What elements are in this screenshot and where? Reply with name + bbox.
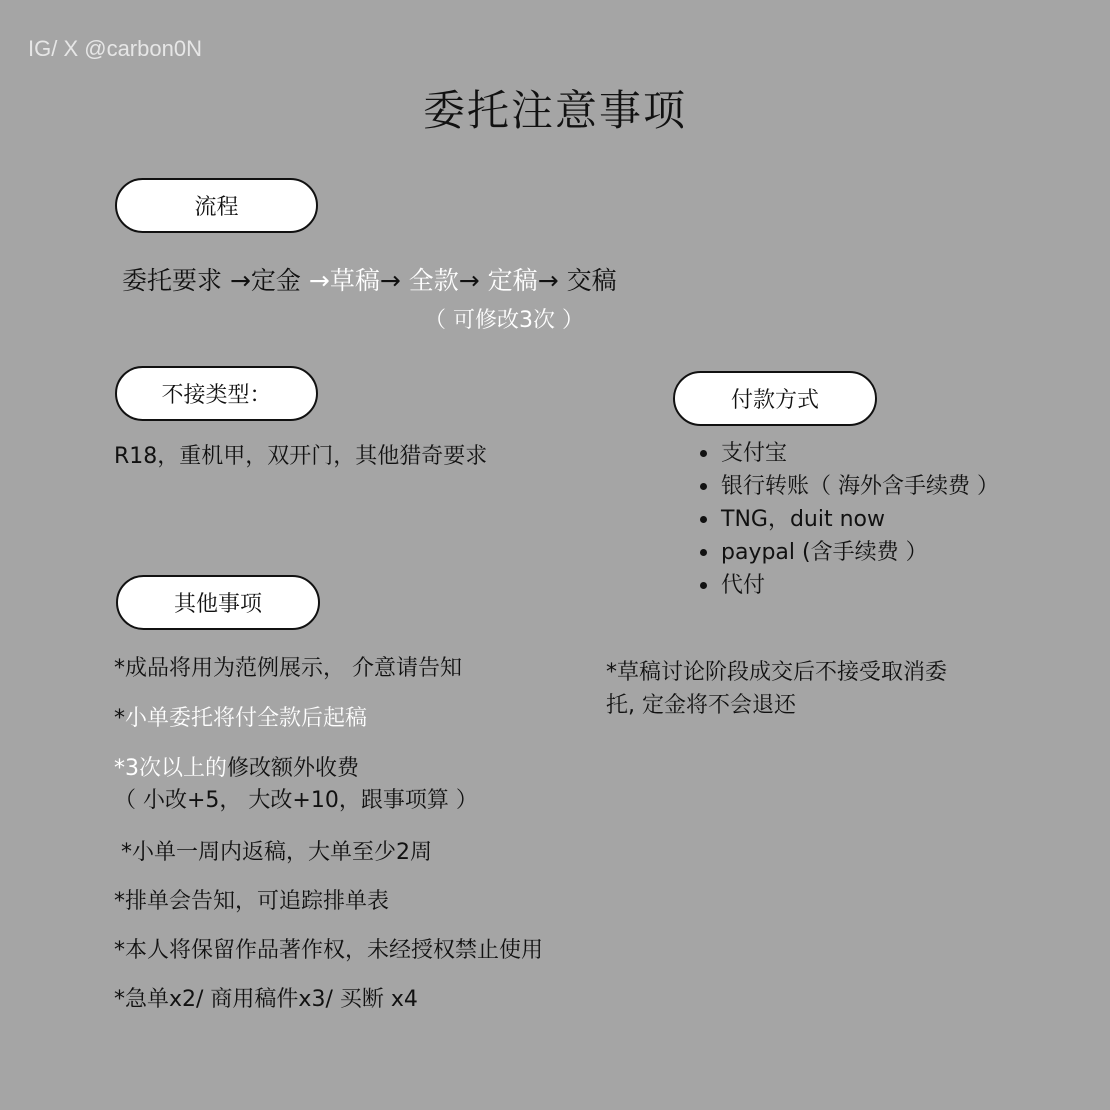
payment-item-alipay: 支付宝 (698, 437, 999, 470)
step-arrow: → (458, 266, 480, 295)
process-flow (122, 261, 617, 297)
note-small-order (114, 701, 367, 732)
step-full-payment: 全款 (408, 266, 459, 295)
note-revision-prices: （ 小改+5， 大改+10，跟事项算 ） (114, 788, 478, 813)
payment-item-bank-transfer: 银行转账（ 海外含手续费 ） (698, 470, 999, 503)
note-extra-revision-b: 修改额外收费 (227, 756, 360, 781)
process-label: 流程 (194, 195, 239, 220)
note-queue: *排单会告知，可追踪排单表 (114, 889, 390, 914)
step-arrow: → (308, 266, 330, 295)
payment-item-paypal: paypal (含手续费 ） (698, 536, 999, 569)
not-accepted-text: R18，重机甲，双开门，其他猎奇要求 (114, 444, 488, 469)
payment-item-proxy: 代付 (698, 569, 999, 602)
payment-list (698, 437, 999, 602)
note-small-order-star: * (114, 706, 125, 731)
note-showcase: *成品将用为范例展示， 介意请告知 (114, 656, 462, 681)
note-extra-revision-a: *3次以上的 (114, 756, 227, 781)
not-accepted-pill (115, 366, 318, 421)
step-final-draft: 定稿 (487, 266, 538, 295)
other-pill (116, 575, 320, 630)
step-sketch: 草稿 (329, 266, 380, 295)
payment-item-tng: TNG，duit now (698, 503, 999, 536)
payment-label: 付款方式 (730, 388, 819, 413)
watermark: IG/ X @carbon0N (28, 36, 202, 61)
step-delivery: 交稿 (566, 266, 617, 295)
not-accepted-label: 不接类型： (161, 383, 272, 408)
note-extra-revision (114, 751, 359, 782)
step-arrow: → (379, 266, 401, 295)
other-label: 其他事项 (173, 592, 262, 617)
step-deposit: →定金 (229, 266, 301, 295)
note-turnaround: *小单一周内返稿，大单至少2周 (121, 840, 432, 865)
step-arrow: → (537, 266, 559, 295)
step-request: 委托要求 (122, 266, 223, 295)
process-pill (115, 178, 318, 233)
note-small-order-a: 小单委托将 (125, 706, 236, 731)
page-title: 委托注意事项 (422, 86, 687, 135)
draft-note-line1: *草稿讨论阶段成交后不接受取消委 (606, 660, 948, 685)
payment-pill (673, 371, 877, 426)
note-copyright: *本人将保留作品著作权，未经授权禁止使用 (114, 938, 544, 963)
note-small-order-b: 付全款后起稿 (235, 706, 368, 731)
revision-note: （ 可修改3次 ） (424, 308, 584, 333)
draft-note-line2: 托, 定金将不会退还 (606, 693, 796, 718)
note-surcharges: *急单x2/ 商用稿件x3/ 买断 x4 (114, 987, 418, 1012)
